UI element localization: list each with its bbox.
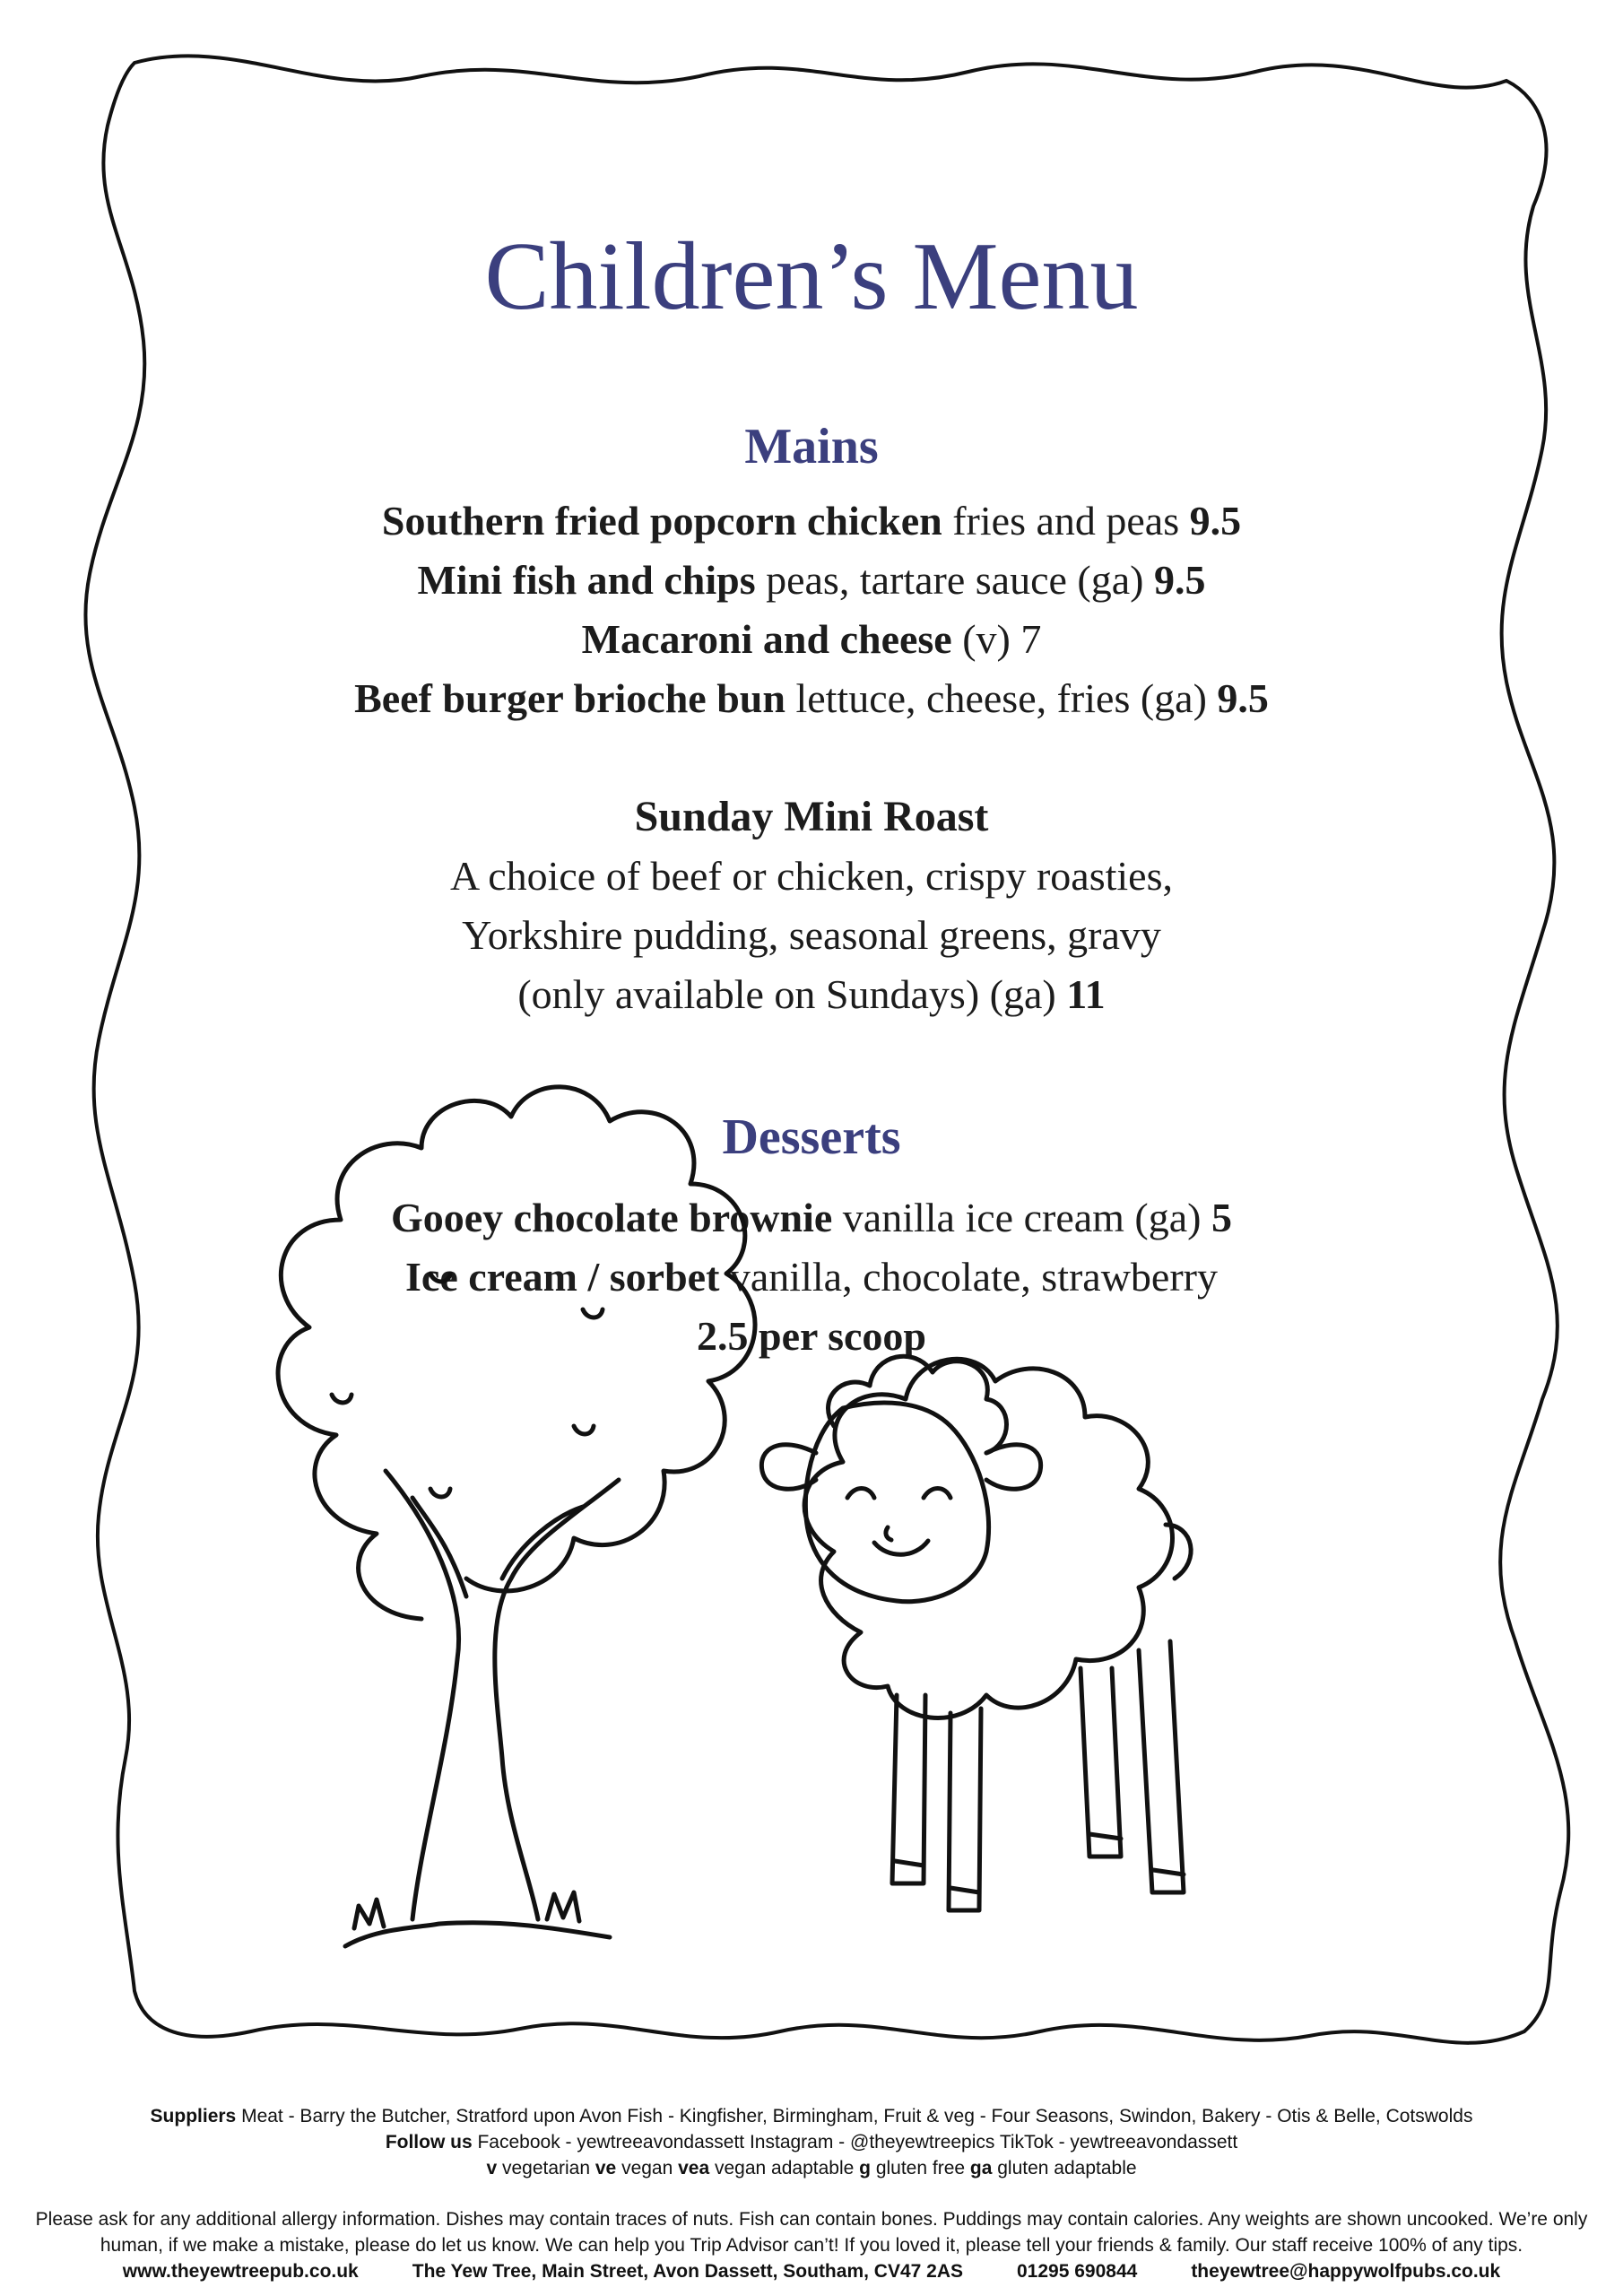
desserts-heading: Desserts	[722, 1109, 901, 1165]
website-link[interactable]: www.theyewtreepub.co.uk	[122, 2261, 359, 2282]
list-item: Gooey chocolate brownie vanilla ice cream (ga) 5	[390, 1195, 1232, 1240]
page-title: Children’s Menu	[484, 223, 1139, 330]
address: The Yew Tree, Main Street, Avon Dassett, Southam, CV47 2AS	[412, 2261, 963, 2282]
suppliers-line: Suppliers Meat - Barry the Butcher, Stratford upon Avon Fish - Kingfisher, Birmingham, Fruit & veg - Four Seasons, Swindon, Bakery - Otis & Belle, Cotswolds	[150, 2106, 1473, 2126]
list-item: Beef burger brioche bun lettuce, cheese, fries (ga) 9.5	[354, 675, 1269, 721]
disclaimer-line-2: human, if we make a mistake, please do let us know. We can help you Trip Advisor can’t! If you loved it, please tell your friends & family. Our staff receive 100% of any tips.	[100, 2235, 1523, 2256]
list-item: Southern fried popcorn chicken fries and peas 9.5	[381, 498, 1242, 544]
footer-info	[0, 2103, 1623, 2181]
sheep-icon	[761, 1356, 1191, 1910]
phone-number[interactable]: 01295 690844	[1017, 2261, 1138, 2282]
list-item: Mini fish and chips peas, tartare sauce (ga) 9.5	[417, 557, 1206, 603]
tree-icon	[278, 1087, 755, 1946]
follow-line: Follow us Facebook - yewtreeavondassett Instagram - @theyewtreepics TikTok - yewtreeavondassett	[385, 2132, 1238, 2152]
disclaimer-line-1: Please ask for any additional allergy information. Dishes may contain traces of nuts. Fish can contain bones. Puddings may contain calories. Any weights are shown uncooked. We’re only	[35, 2209, 1588, 2230]
roast-line-1: A choice of beef or chicken, crispy roasties,	[450, 853, 1173, 899]
list-item: Macaroni and cheese (v) 7	[581, 616, 1042, 662]
list-item: Ice cream / sorbet vanilla, chocolate, strawberry	[405, 1254, 1218, 1300]
dietary-key: v vegetarian ve vegan vea vegan adaptable g gluten free ga gluten adaptable	[486, 2158, 1137, 2179]
footer-disclaimer	[0, 2206, 1623, 2284]
mains-heading: Mains	[744, 419, 879, 474]
contact-line	[0, 2258, 1623, 2284]
roast-line-3: (only available on Sundays) (ga) 11	[517, 971, 1106, 1017]
scoop-price: 2.5 per scoop	[697, 1313, 926, 1359]
email-link[interactable]: theyewtree@happywolfpubs.co.uk	[1191, 2261, 1501, 2282]
roast-line-2: Yorkshire pudding, seasonal greens, gravy	[462, 912, 1161, 958]
roast-heading: Sunday Mini Roast	[634, 793, 989, 840]
